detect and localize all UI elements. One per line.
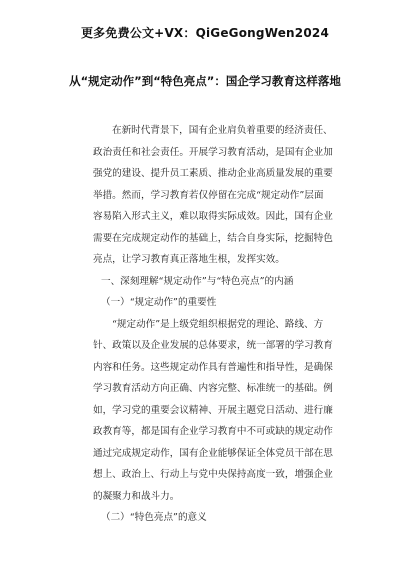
- document-title: 从“规定动作”到“特色亮点”：国企学习教育这样落地: [69, 74, 341, 88]
- paragraph-line: 政教育等，都是国有企业学习教育中不可或缺的规定动作: [93, 426, 333, 437]
- paragraph-line: 容易陷入形式主义，难以取得实际成效。因此，国有企业: [93, 211, 333, 222]
- paragraph-line: 需要在完成规定动作的基础上，结合自身实际，挖掘特色: [93, 232, 333, 244]
- paragraph-line: 通过完成规定动作，国有企业能够保证全体党员干部在思: [93, 447, 333, 459]
- paragraph-line: 针、政策以及企业发展的总体要求，统一部署的学习教育: [93, 340, 333, 351]
- paragraph-line: 亮点，让学习教育真正落地生根，发挥实效。: [93, 254, 285, 265]
- subsection-heading: （二）“特色亮点”的意义: [101, 512, 207, 523]
- subsection-heading: （一）“规定动作”的重要性: [101, 297, 217, 308]
- paragraph-line: 强党的建设、提升员工素质、推动企业高质量发展的重要: [93, 168, 333, 179]
- paragraph-line: 在新时代背景下，国有企业肩负着重要的经济责任、: [112, 125, 333, 136]
- paragraph-line: 举措。然而，学习教育若仅停留在完成“规定动作”层面: [93, 189, 324, 201]
- paragraph-line: 的凝聚力和战斗力。: [93, 490, 180, 502]
- paragraph-line: “规定动作”是上级党组织根据党的理论、路线、方: [112, 318, 324, 330]
- paragraph-line: 如，学习党的重要会议精神、开展主题党日活动、进行廉: [93, 404, 333, 416]
- document-body: [93, 120, 363, 529]
- promo-banner: 更多免费公文+VX：QiGeGongWen2024: [80, 26, 329, 40]
- paragraph-line: 内容和任务。这些规定动作具有普遍性和指导性，是确保: [93, 361, 333, 373]
- paragraph-line: 政治责任和社会责任。开展学习教育活动，是国有企业加: [93, 146, 333, 158]
- section-heading: 一、深刻理解“规定动作”与“特色亮点”的内涵: [101, 275, 294, 287]
- paragraph-line: 想上、政治上、行动上与党中央保持高度一致，增强企业: [93, 469, 333, 480]
- paragraph-line: 学习教育活动方向正确、内容完整、标准统一的基础。例: [93, 383, 333, 394]
